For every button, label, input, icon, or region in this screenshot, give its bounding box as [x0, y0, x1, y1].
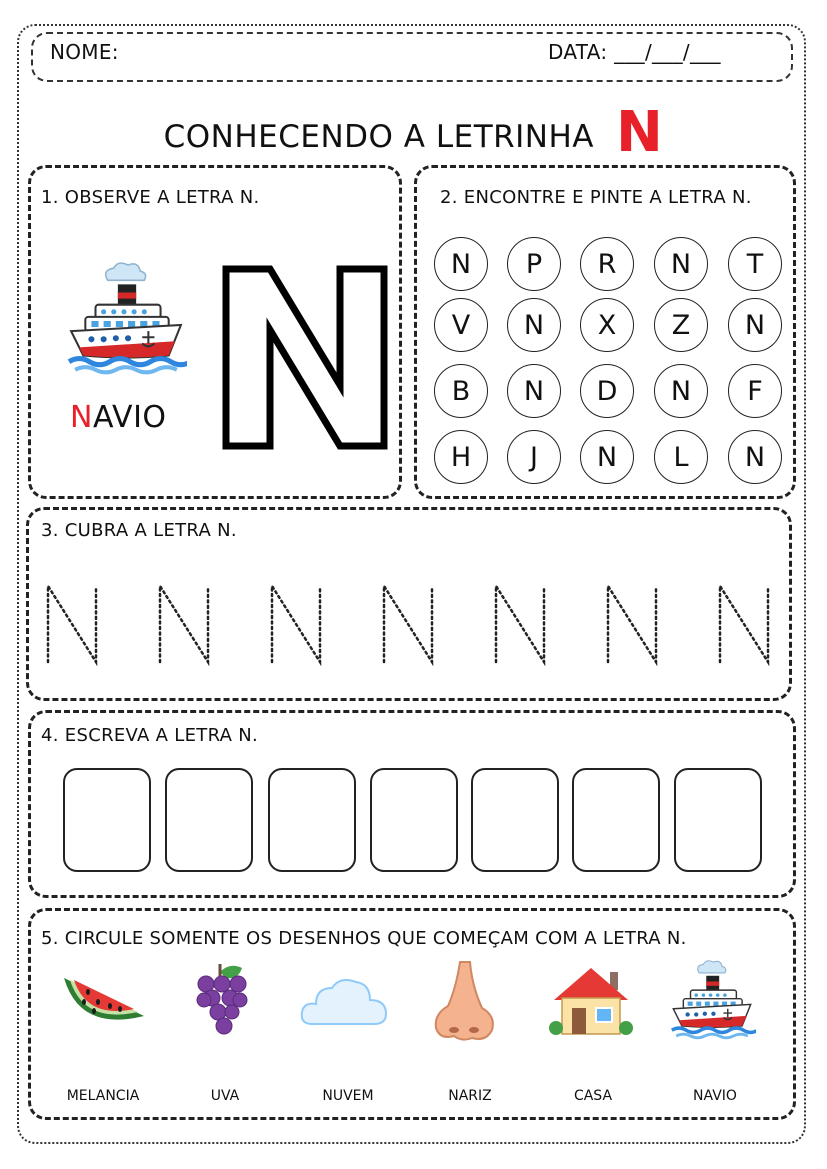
letter-circle[interactable]: N	[434, 237, 488, 291]
letter-circle[interactable]: F	[728, 364, 782, 418]
write-box[interactable]	[370, 768, 458, 872]
title-letter: N	[616, 100, 664, 165]
watermelon-icon[interactable]	[58, 962, 150, 1040]
trace-letter-n[interactable]	[378, 582, 438, 666]
letter-circle[interactable]: J	[507, 430, 561, 484]
label-melancia: MELANCIA	[66, 1088, 140, 1104]
label-nariz: NARIZ	[448, 1088, 492, 1104]
trace-letter-n[interactable]	[602, 582, 662, 666]
name-label: NOME:	[50, 40, 119, 64]
letter-circle[interactable]: B	[434, 364, 488, 418]
write-box[interactable]	[572, 768, 660, 872]
nose-icon[interactable]	[428, 958, 500, 1046]
navio-first-letter: N	[70, 400, 93, 435]
section-find-label: 2. ENCONTRE E PINTE A LETRA N.	[440, 187, 752, 208]
letter-circle[interactable]: N	[507, 364, 561, 418]
trace-letter-n[interactable]	[266, 582, 326, 666]
write-box[interactable]	[268, 768, 356, 872]
navio-word	[70, 400, 167, 435]
navio-small-icon[interactable]	[668, 960, 756, 1046]
section-circle-label: 5. CIRCULE SOMENTE OS DESENHOS QUE COMEÇAM COM A LETRA N.	[41, 928, 687, 949]
house-icon[interactable]	[548, 962, 634, 1040]
label-uva: UVA	[210, 1088, 240, 1104]
letter-circle[interactable]: N	[728, 298, 782, 352]
letter-circle[interactable]: X	[580, 298, 634, 352]
letter-circle[interactable]: D	[580, 364, 634, 418]
page-title	[0, 100, 827, 165]
navio-rest: AVIO	[92, 400, 167, 435]
label-casa: CASA	[573, 1088, 613, 1104]
title-text: CONHECENDO A LETRINHA	[163, 119, 595, 155]
grapes-icon[interactable]	[190, 960, 254, 1044]
cloud-icon[interactable]	[298, 972, 390, 1032]
date-label: DATA: ___/___/___	[548, 40, 721, 64]
section-trace-label: 3. CUBRA A LETRA N.	[41, 520, 237, 541]
letter-circle[interactable]: T	[728, 237, 782, 291]
trace-letter-n[interactable]	[154, 582, 214, 666]
letter-circle[interactable]: N	[580, 430, 634, 484]
letter-circle[interactable]: V	[434, 298, 488, 352]
letter-circle[interactable]: N	[728, 430, 782, 484]
section-write-label: 4. ESCREVA A LETRA N.	[41, 725, 259, 746]
letter-circle[interactable]: N	[654, 364, 708, 418]
trace-letter-n[interactable]	[490, 582, 550, 666]
letter-circle[interactable]: H	[434, 430, 488, 484]
big-letter-n	[222, 265, 388, 450]
ship-icon	[65, 262, 187, 384]
letter-circle[interactable]: N	[654, 237, 708, 291]
letter-circle[interactable]: R	[580, 237, 634, 291]
trace-letter-n[interactable]	[42, 582, 102, 666]
letter-circle[interactable]: N	[507, 298, 561, 352]
write-box[interactable]	[674, 768, 762, 872]
write-box[interactable]	[471, 768, 559, 872]
label-navio: NAVIO	[693, 1088, 737, 1104]
write-box[interactable]	[63, 768, 151, 872]
label-nuvem: NUVEM	[322, 1088, 374, 1104]
write-box[interactable]	[165, 768, 253, 872]
letter-circle[interactable]: P	[507, 237, 561, 291]
section-observe-label: 1. OBSERVE A LETRA N.	[41, 187, 260, 208]
trace-letter-n[interactable]	[714, 582, 774, 666]
letter-circle[interactable]: Z	[654, 298, 708, 352]
letter-circle[interactable]: L	[654, 430, 708, 484]
